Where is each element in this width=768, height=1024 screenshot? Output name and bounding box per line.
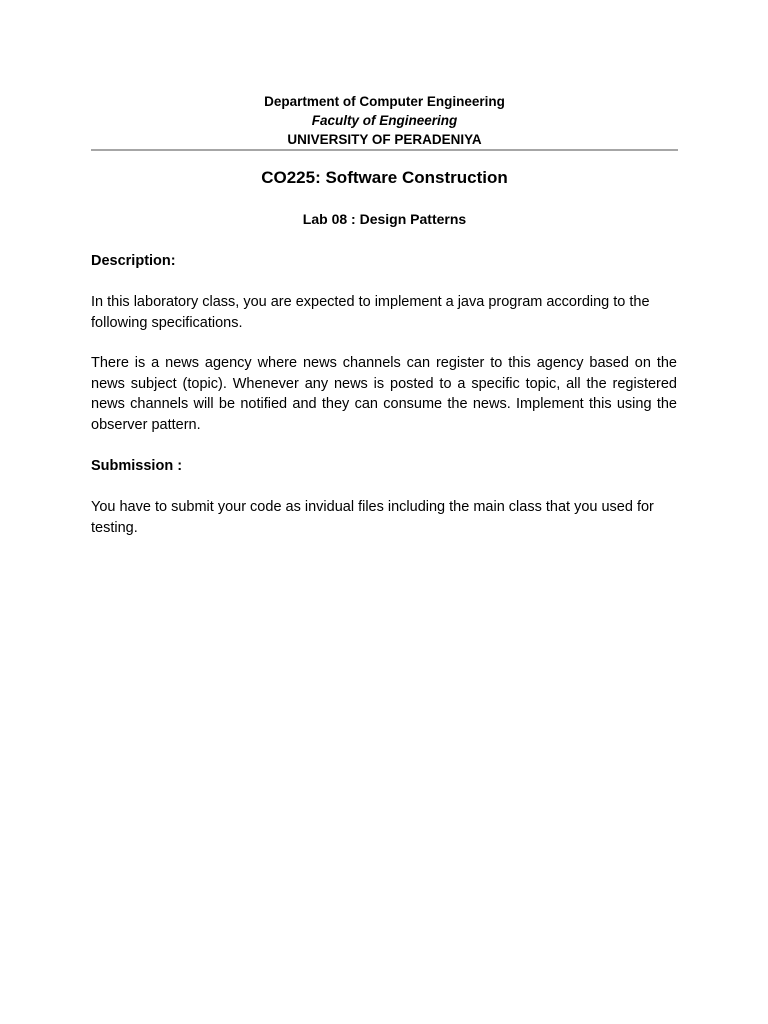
description-paragraph-1: In this laboratory class, you are expected to implement a java program according to the following specifications. [91,294,650,331]
document-header [91,92,678,149]
header-divider [91,149,678,151]
submission-heading: Submission : [91,458,183,474]
university-name: UNIVERSITY OF PERADENIYA [287,132,482,147]
department-name: Department of Computer Engineering [264,94,505,109]
lab-title: Lab 08 : Design Patterns [302,211,467,227]
faculty-name: Faculty of Engineering [311,113,458,128]
course-title: CO225: Software Construction [261,168,508,187]
description-paragraph-2: There is a news agency where news channels can register to this agency based on the news subject (topic). Whenever any news is posted to a specific topic, all the registered news channels will be notified and they can consume the news. Implement this using the observer pattern. [91,355,677,433]
description-heading: Description: [91,253,176,269]
submission-paragraph: You have to submit your code as invidual files including the main class that you used for testing. [91,499,654,536]
